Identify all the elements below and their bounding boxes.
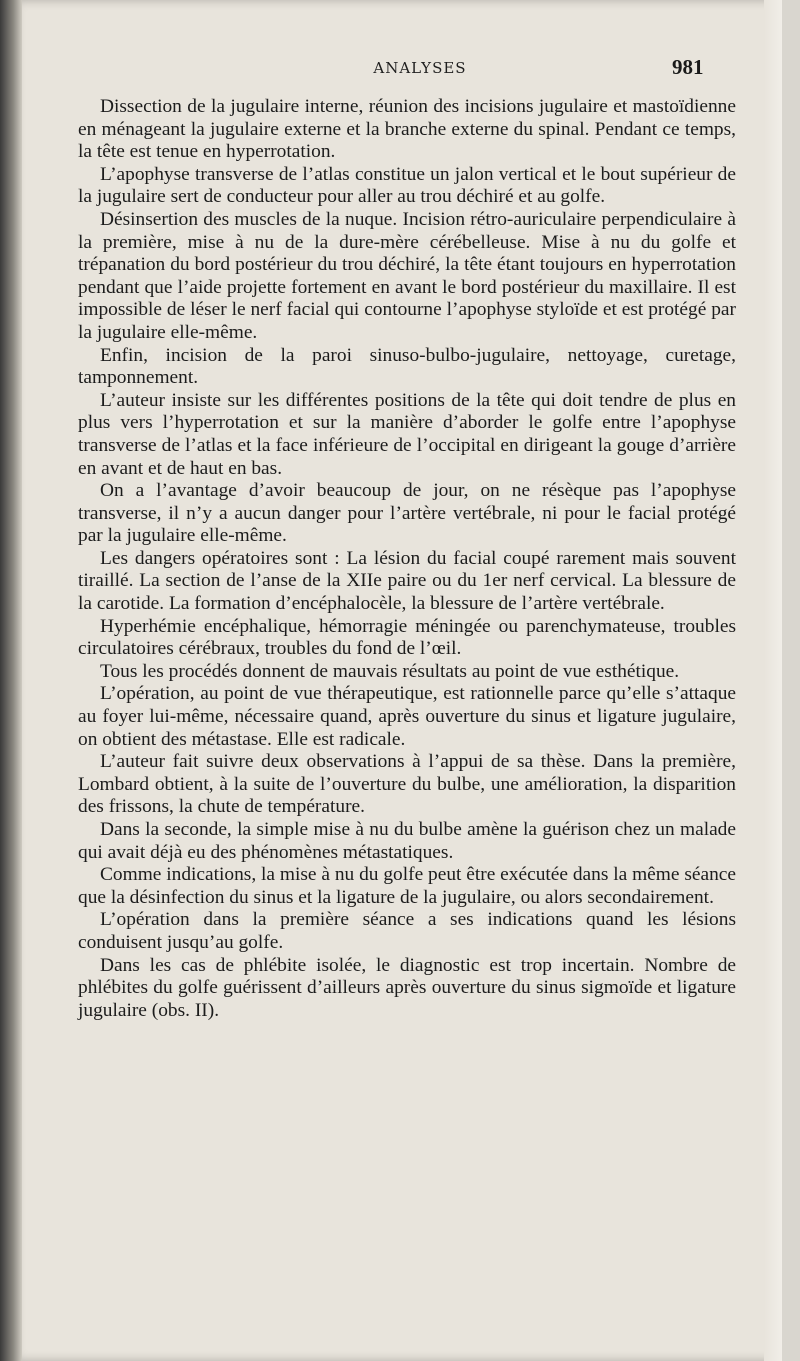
page-header [0, 55, 800, 87]
paragraph: L’apophyse transverse de l’atlas constitue un jalon vertical et le bout supérieur de la jugulaire sert de conducteur pour aller au trou déchiré et au golfe. [78, 163, 736, 208]
page-right-edge [764, 0, 782, 1361]
paragraph: Dissection de la jugulaire interne, réunion des incisions jugulaire et mastoïdienne en ménageant la jugulaire externe et la branche externe du spinal. Pendant ce temps, la tête est tenue en hyperrotation. [78, 96, 736, 163]
paragraph: Dans les cas de phlébite isolée, le diagnostic est trop incertain. Nombre de phlébites du golfe guérissent d’ailleurs après ouverture du sinus sigmoïde et ligature jugulaire (obs. II). [78, 954, 736, 1021]
paragraph: Désinsertion des muscles de la nuque. Incision rétro-auriculaire perpendiculaire à la première, mise à nu de la dure-mère cérébelleuse. Mise à nu du golfe et trépanation du bord postérieur du trou déchiré, la tête étant toujours en hyperrotation pendant que l’aide projette fortement en avant le bord postérieur du maxillaire. Il est impossible de léser le nerf facial qui contourne l’apophyse styloïde et est protégé par la jugulaire elle-même. [78, 208, 736, 343]
paragraph: L’auteur insiste sur les différentes positions de la tête qui doit tendre de plus en plus vers l’hyperrotation et sur la manière d’aborder le golfe entre l’apophyse transverse de l’atlas et la face inférieure de l’occipital en dirigeant la gouge d’arrière en avant et de haut en bas. [78, 389, 736, 479]
paragraph: Dans la seconde, la simple mise à nu du bulbe amène la guérison chez un malade qui avait déjà eu des phénomènes métastatiques. [78, 819, 736, 863]
paragraph: Les dangers opératoires sont : La lésion du facial coupé rarement mais souvent tiraillé. La section de l’anse de la XIIe paire ou du 1er nerf cervical. La blessure de la carotide. La formation d’encéphalocèle, la blessure de l’artère vertébrale. [78, 547, 736, 615]
paragraph: Comme indications, la mise à nu du golfe peut être exécutée dans la même séance que la désinfection du sinus et la ligature de la jugulaire, ou alors secondairement. [78, 864, 736, 908]
running-head: ANALYSES [373, 59, 467, 77]
paragraph: Enfin, incision de la paroi sinuso-bulbo-jugulaire, nettoyage, curetage, tamponnement. [78, 344, 736, 389]
paragraph: L’auteur fait suivre deux observations à l’appui de sa thèse. Dans la première, Lombard obtient, à la suite de l’ouverture du bulbe, une amélioration, la disparition des frissons, la chute de température. [78, 751, 736, 818]
book-binding-edge [0, 0, 22, 1361]
paragraph: L’opération, au point de vue thérapeutique, est rationnelle parce qu’elle s’attaque au foyer lui-même, nécessaire quand, après ouverture du sinus et ligature jugulaire, on obtient des métastase. Elle est radicale. [78, 683, 736, 750]
paragraph: Hyperhémie encéphalique, hémorragie méningée ou parenchymateuse, troubles circulatoires cérébraux, troubles du fond de l’œil. [78, 615, 736, 660]
paragraph: Tous les procédés donnent de mauvais résultats au point de vue esthétique. [100, 660, 680, 682]
paragraph: L’opération dans la première séance a ses indications quand les lésions conduisent jusqu’au golfe. [78, 909, 736, 953]
paragraph: On a l’avantage d’avoir beaucoup de jour, on ne résèque pas l’apophyse transverse, il n’y a aucun danger pour l’artère vertébrale, ni pour le facial protégé par la jugulaire elle-même. [78, 480, 736, 547]
body-text [78, 96, 736, 1022]
page-number: 981 [672, 55, 704, 79]
